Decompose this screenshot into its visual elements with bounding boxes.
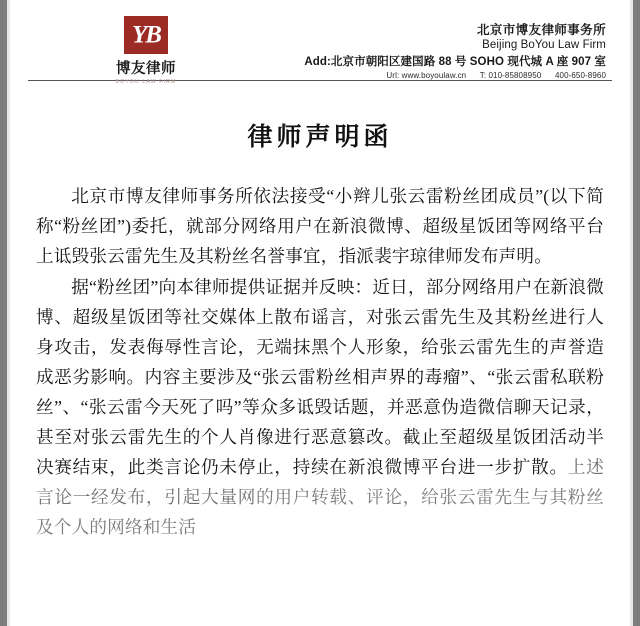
logo-name-en: BOYOU LAW FIRM — [115, 79, 177, 85]
firm-address: Add:北京市朝阳区建国路 88 号 SOHO 现代城 A 座 907 室 — [304, 55, 606, 68]
document-body — [36, 181, 604, 542]
paragraph-2 — [36, 272, 604, 542]
page-title: 律师声明函 — [247, 124, 393, 151]
logo-monogram: YB — [132, 21, 160, 49]
firm-logo — [98, 16, 194, 85]
logo-name-cn: 博友律师 — [116, 61, 176, 77]
paragraph-2-faded-tail: 上述言论一经发布，引起大量网 — [36, 457, 604, 507]
firm-contact-line — [304, 70, 606, 82]
firm-phone: T: 010-85808950 — [479, 70, 542, 80]
paragraph-2-clipped-tail: 的用户转载、评论，给张云雷先生与其粉丝及个人的网络和生活 — [36, 487, 604, 537]
firm-name-cn: 北京市博友律师事务所 — [476, 23, 606, 37]
page-gutter-right-inner — [630, 0, 633, 626]
paragraph-2-text: 据“粉丝团”向本律师提供证据并反映：近日，部分网络用户在新浪微博、超级星饭团等社交媒体上散布谣言，对张云雷先生及其粉丝进行人身攻击，发表侮辱性言论，无端抹黑个人形象，给张云雷先生的声誉造成恶劣影响。内容主要涉及“张云雷粉丝相声界的毒瘤”、“张云雷私联粉丝”、“张云雷今天死了吗”等众多诋毁话题，并恶意伪造微信聊天记录，甚至对张云雷先生的个人肖像进行恶意篡改。截止至超级星饭团活动半决赛结束，此类言论仍未停止，持续在新浪微博平台进一步扩散。 — [36, 277, 604, 477]
firm-url: Url: www.boyoulaw.cn — [386, 70, 467, 80]
firm-contact-block — [304, 16, 606, 82]
paragraph-1: 北京市博友律师事务所依法接受“小辫儿张云雷粉丝团成员”(以下简称“粉丝团”)委托，就部分网络用户在新浪微博、超级星饭团等网络平台上诋毁张云雷先生及其粉丝名誉事宜，指派裴宇琼律师发布声明。 — [36, 186, 604, 266]
page-gutter-right — [633, 0, 640, 626]
firm-name-en: Beijing BoYou Law Firm — [482, 39, 606, 52]
page-gutter-left — [0, 0, 7, 626]
letterhead — [10, 0, 630, 85]
letter-page — [10, 0, 630, 626]
logo-mark-icon — [124, 16, 168, 54]
firm-hotline: 400-650-8960 — [554, 70, 606, 80]
